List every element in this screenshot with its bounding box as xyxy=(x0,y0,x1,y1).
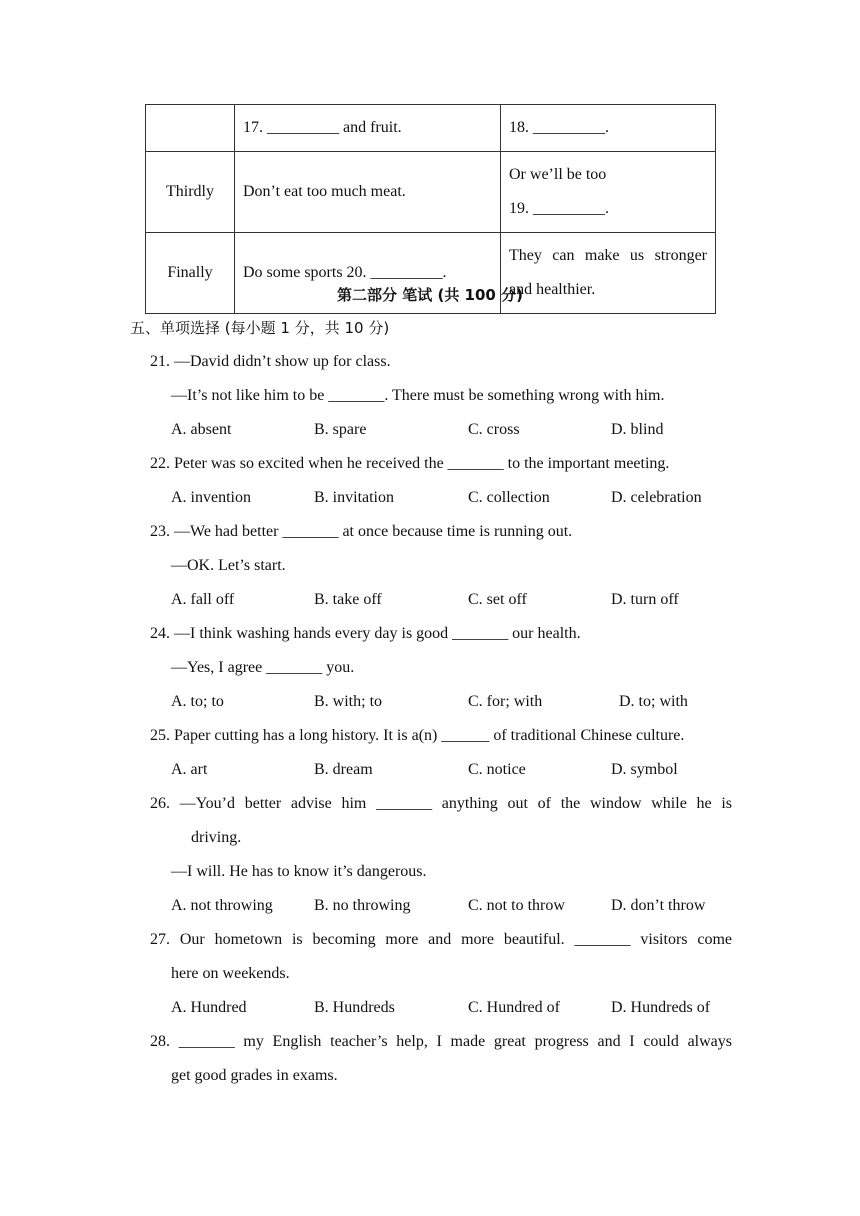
option-c: C. cross xyxy=(468,421,520,438)
answer-options xyxy=(150,685,732,719)
option-b: B. with; to xyxy=(314,693,383,710)
table-cell-label: Finally xyxy=(146,233,235,314)
answer-options xyxy=(150,991,732,1025)
option-d: D. Hundreds of xyxy=(611,999,711,1016)
table-cell-detail: 17. _________ and fruit. xyxy=(235,105,501,152)
option-a: A. invention xyxy=(171,489,251,506)
table-cell-detail: Don’t eat too much meat. xyxy=(235,152,501,233)
question xyxy=(150,447,732,515)
option-b: B. invitation xyxy=(314,489,394,506)
option-c: C. set off xyxy=(468,591,527,608)
answer-options xyxy=(150,753,732,787)
reason-line: 19. _________. xyxy=(509,200,609,217)
option-d: D. celebration xyxy=(611,489,702,506)
table-cell-reason: They can make us stronger and healthier. xyxy=(501,233,716,314)
answer-options xyxy=(150,889,732,923)
question-stem: 23. —We had better _______ at once because time is running out. xyxy=(150,523,573,540)
table-row xyxy=(146,152,716,233)
table-cell-reason: 18. _________. xyxy=(501,105,716,152)
question-reply: —I will. He has to know it’s dangerous. xyxy=(171,863,427,880)
question xyxy=(150,1025,732,1093)
option-d: D. blind xyxy=(611,421,664,438)
question xyxy=(150,345,732,447)
section-title: 第二部分 笔试 (共 100 分) xyxy=(337,286,523,304)
question-stem: 27. Our hometown is becoming more and more beautiful. _______ visitors come xyxy=(150,931,732,948)
question-stem-continued: get good grades in exams. xyxy=(171,1067,338,1084)
question xyxy=(150,787,732,923)
option-b: B. no throwing xyxy=(314,897,411,914)
option-a: A. not throwing xyxy=(171,897,273,914)
table-row xyxy=(146,105,716,152)
question xyxy=(150,617,732,719)
question xyxy=(150,515,732,617)
option-d: D. turn off xyxy=(611,591,679,608)
part-header: 五、单项选择 (每小题 1 分，共 10 分) xyxy=(130,319,390,337)
option-c: C. for; with xyxy=(468,693,543,710)
option-b: B. dream xyxy=(314,761,373,778)
answer-options xyxy=(150,583,732,617)
question-list xyxy=(150,345,732,1093)
question-reply: —OK. Let’s start. xyxy=(171,557,286,574)
question xyxy=(150,923,732,1025)
question-stem: 28. _______ my English teacher’s help, I made great progress and I could always xyxy=(150,1033,732,1050)
option-a: A. absent xyxy=(171,421,232,438)
answer-options xyxy=(150,413,732,447)
option-a: A. to; to xyxy=(171,693,224,710)
option-b: B. spare xyxy=(314,421,367,438)
option-d: D. don’t throw xyxy=(611,897,706,914)
reason-line: Or we’ll be too xyxy=(509,166,607,183)
option-a: A. Hundred xyxy=(171,999,247,1016)
option-b: B. Hundreds xyxy=(314,999,395,1016)
notes-table xyxy=(145,104,716,314)
option-d: D. symbol xyxy=(611,761,678,778)
table-cell-detail: Do some sports 20. _________. xyxy=(235,233,501,314)
table-cell-reason xyxy=(501,152,716,233)
question xyxy=(150,719,732,787)
question-stem-continued: driving. xyxy=(191,829,242,846)
question-stem: 26. —You’d better advise him _______ anything out of the window while he is xyxy=(150,795,732,812)
question-stem: 22. Peter was so excited when he received the _______ to the important meeting. xyxy=(150,455,670,472)
table-cell-label xyxy=(146,105,235,152)
question-stem: 25. Paper cutting has a long history. It is a(n) ______ of traditional Chinese culture. xyxy=(150,727,685,744)
table-cell-label: Thirdly xyxy=(146,152,235,233)
question-reply: —It’s not like him to be _______. There must be something wrong with him. xyxy=(171,387,665,404)
question-stem: 24. —I think washing hands every day is good _______ our health. xyxy=(150,625,581,642)
option-b: B. take off xyxy=(314,591,382,608)
option-d: D. to; with xyxy=(619,693,688,710)
option-c: C. Hundred of xyxy=(468,999,560,1016)
question-stem-continued: here on weekends. xyxy=(171,965,290,982)
question-stem: 21. —David didn’t show up for class. xyxy=(150,353,391,370)
option-c: C. not to throw xyxy=(468,897,565,914)
option-a: A. art xyxy=(171,761,208,778)
question-reply: —Yes, I agree _______ you. xyxy=(171,659,355,676)
option-c: C. notice xyxy=(468,761,526,778)
answer-options xyxy=(150,481,732,515)
option-c: C. collection xyxy=(468,489,550,506)
option-a: A. fall off xyxy=(171,591,235,608)
